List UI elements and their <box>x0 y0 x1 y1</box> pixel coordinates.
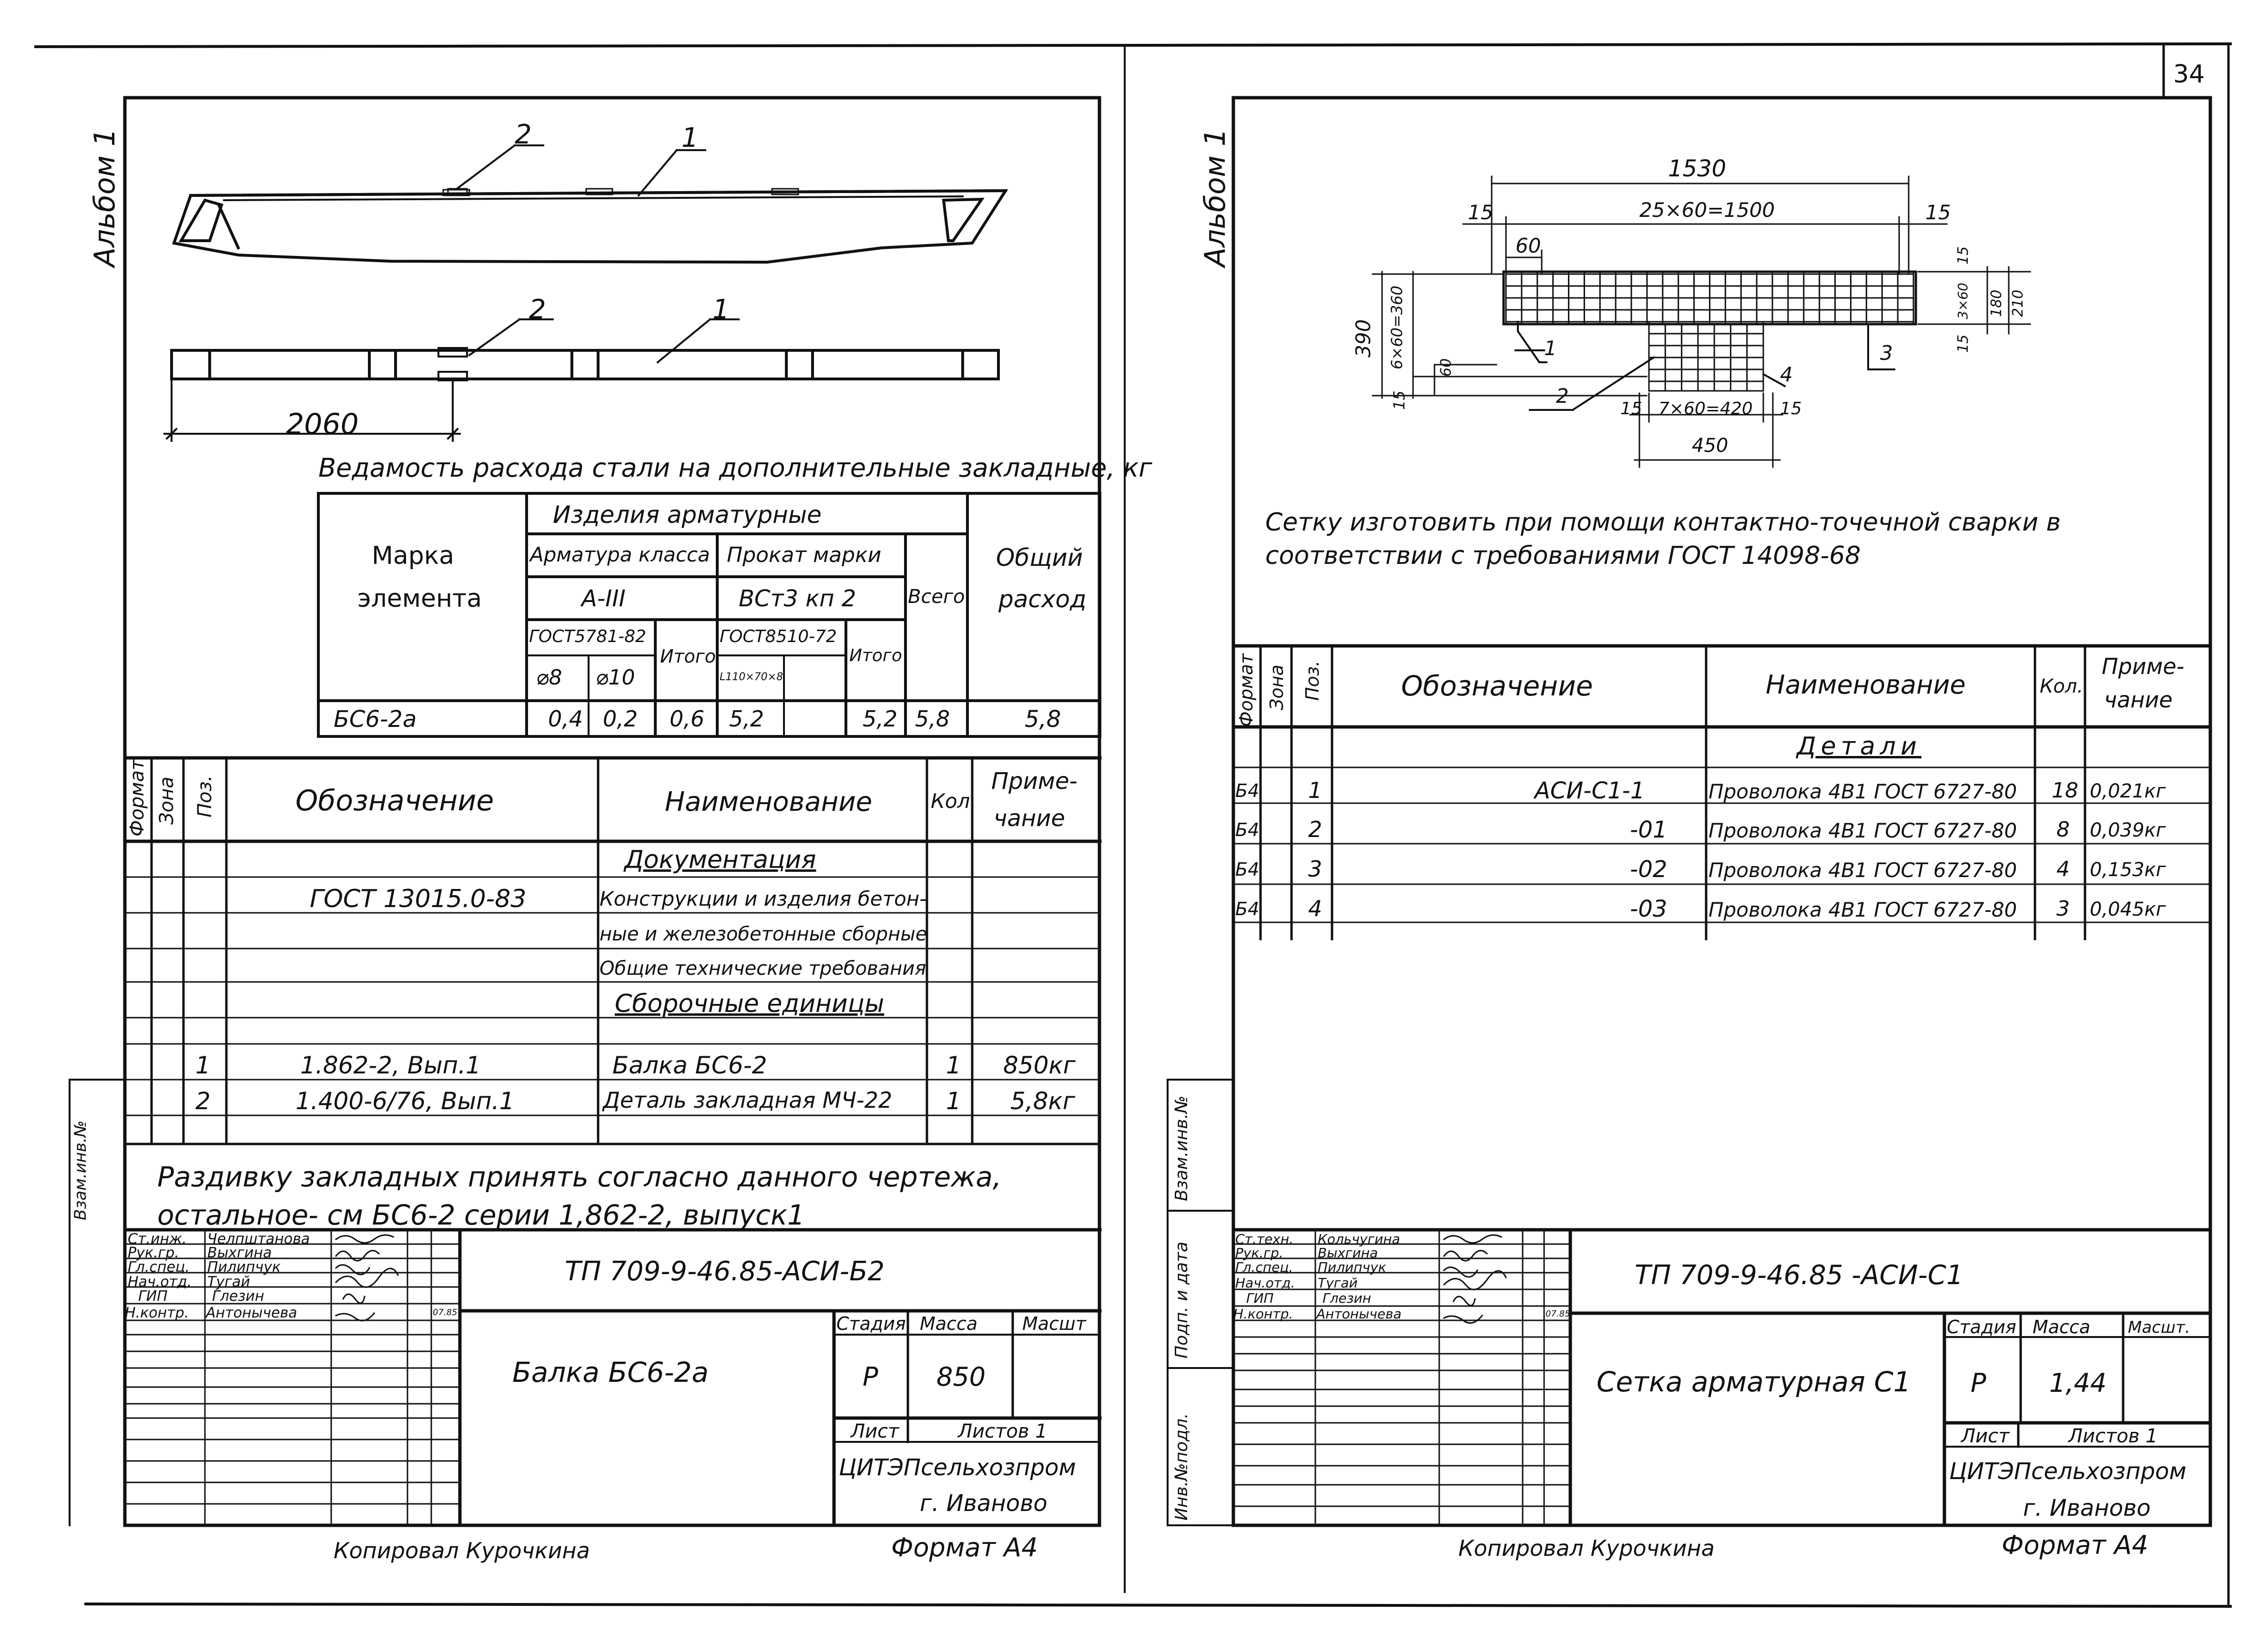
dim-vert: 6×60=360 <box>1388 286 1406 369</box>
left-h-sheet: Лист <box>851 1420 899 1442</box>
row-d8: 0,4 <box>548 706 583 732</box>
dim-v15: 15 <box>1390 390 1408 410</box>
right-row4-format: Б4 <box>1235 899 1260 919</box>
right-row3-format: Б4 <box>1235 859 1260 880</box>
left-section-docs: Документация <box>624 846 816 874</box>
left-row1-name: Балка БС6-2 <box>612 1052 767 1079</box>
mesh-leader-1: 1 <box>1544 337 1557 360</box>
left-h-designation: Обозначение <box>295 784 494 817</box>
left-row1-qty: 1 <box>946 1052 961 1079</box>
right-row3-designation: -02 <box>1630 856 1668 883</box>
dim-2060: 2060 <box>286 408 359 441</box>
h-itogo-1: Итого <box>660 646 716 667</box>
right-h-name: Наименование <box>1766 670 1966 700</box>
h-gost2: ГОСТ8510-72 <box>720 627 837 646</box>
left-leader-2-plan: 2 <box>529 294 546 325</box>
left-sig-name-4: Глезин <box>212 1288 264 1305</box>
right-row2-note: 0,039кг <box>2090 819 2166 841</box>
left-h-name: Наименование <box>665 786 873 817</box>
right-mass: 1,44 <box>2049 1368 2107 1398</box>
right-row1-format: Б4 <box>1235 780 1260 801</box>
left-sig-role-1: Рук.гр. <box>128 1245 179 1261</box>
h-gost1: ГОСТ5781-82 <box>529 627 646 646</box>
right-doc-title: Сетка арматурная С1 <box>1597 1366 1911 1398</box>
h-overall-2: расход <box>998 585 1087 613</box>
right-row4-qty: 3 <box>2056 897 2070 921</box>
left-copied: Копировал Курочкина <box>334 1538 590 1563</box>
dim-r180: 180 <box>1988 289 2005 317</box>
right-sig-name-2: Пилипчук <box>1318 1259 1386 1275</box>
right-sig-role-3: Нач.отд. <box>1235 1275 1295 1291</box>
right-h-note-1: Приме- <box>2102 654 2185 679</box>
left-row2-qty: 1 <box>946 1087 961 1115</box>
left-row1-pos: 1 <box>195 1052 211 1079</box>
h-rebar-class: Арматура класса <box>530 543 710 566</box>
weld-note-1: Сетку изготовить при помощи контактно-точечной сварки в <box>1265 508 2061 537</box>
right-copied: Копировал Курочкина <box>1458 1535 1715 1561</box>
right-sig-name-3: Тугай <box>1318 1275 1358 1291</box>
left-doc-title: Балка БС6-2а <box>512 1356 709 1389</box>
left-sig-role-5: Н.контр. <box>125 1305 189 1321</box>
dim-r3x60: 3×60 <box>1955 283 1971 319</box>
right-side-label-2: Подп. и дата <box>1172 1241 1191 1358</box>
right-row3-qty: 4 <box>2056 857 2070 881</box>
left-side-label: Взам.инв.№ <box>71 1120 90 1220</box>
right-h-sheet: Лист <box>1961 1425 2010 1447</box>
left-sig-name-1: Выхгина <box>207 1245 272 1261</box>
left-org-1: ЦИТЭПсельхозпром <box>839 1454 1076 1481</box>
left-row2-designation: 1.400-6/76, Вып.1 <box>295 1087 515 1115</box>
left-format: Формат А4 <box>891 1532 1038 1562</box>
left-h-stage: Стадия <box>836 1313 906 1334</box>
dim-end-right: 15 <box>1925 201 1951 224</box>
left-h-pos: Поз. <box>194 775 216 817</box>
right-row1-qty: 18 <box>2052 778 2078 803</box>
h-d8: ⌀8 <box>536 665 562 690</box>
h-mark-1: Марка <box>372 541 455 570</box>
right-org-2: г. Иваново <box>2023 1495 2151 1521</box>
page-top-edge <box>36 44 2230 47</box>
left-doc-name-3: Общие технические требования <box>600 958 926 980</box>
left-doc-designation: ГОСТ 13015.0-83 <box>310 885 527 913</box>
right-row3-name: Проволока 4В1 ГОСТ 6727-80 <box>1709 858 2017 882</box>
dim-height: 390 <box>1352 319 1375 357</box>
right-sig-name-5: Антонычева <box>1316 1306 1402 1322</box>
left-org-2: г. Иваново <box>920 1490 1048 1517</box>
left-stage: Р <box>863 1362 878 1392</box>
page-number: 34 <box>2173 60 2205 89</box>
right-album-label: Альбом 1 <box>1199 128 1232 267</box>
right-h-pos: Поз. <box>1302 660 1323 701</box>
right-row2-qty: 8 <box>2056 817 2070 842</box>
right-h-note-2: чание <box>2104 687 2173 713</box>
h-class-value: А-III <box>581 585 626 612</box>
mesh-leader-2: 2 <box>1556 384 1569 408</box>
left-note-1: Раздивку закладных принять согласно данного чертежа, <box>157 1161 1002 1193</box>
right-h-format: Формат <box>1236 653 1257 727</box>
left-doc-name-2: ные и железобетонные сборные <box>600 923 927 945</box>
row-overall: 5,8 <box>1025 706 1061 733</box>
dim-overall: 1530 <box>1668 155 1727 182</box>
right-sig-role-1: Рук.гр. <box>1235 1245 1283 1261</box>
left-row1-designation: 1.862-2, Вып.1 <box>300 1052 481 1079</box>
right-row4-pos: 4 <box>1308 896 1322 921</box>
dim-end-left: 15 <box>1468 201 1494 224</box>
left-h-qty: Кол. <box>931 789 976 813</box>
right-row1-pos: 1 <box>1308 777 1322 803</box>
dim-inner: 25×60=1500 <box>1639 198 1775 222</box>
right-h-scale: Масшт. <box>2128 1318 2190 1337</box>
left-h-note-2: чание <box>994 805 1065 832</box>
steel-table-grid <box>318 493 1100 736</box>
mesh-leader-3: 3 <box>1880 341 1893 365</box>
weld-note-2: соответствии с требованиями ГОСТ 14098-68 <box>1265 541 1861 570</box>
plan-view-leaders <box>469 319 739 362</box>
right-sig-name-4: Глезин <box>1322 1290 1372 1306</box>
right-row2-designation: -01 <box>1630 817 1668 843</box>
dim-r15b: 15 <box>1955 334 1972 353</box>
left-sig-role-0: Ст.инж. <box>128 1231 187 1247</box>
right-org-1: ЦИТЭПсельхозпром <box>1949 1458 2187 1485</box>
right-h-stage: Стадия <box>1947 1317 2016 1338</box>
h-mark-2: элемента <box>357 584 482 613</box>
statement-title: Ведамость расхода стали на дополнительные закладные, кг <box>318 453 1152 483</box>
left-h-sheets: Листов 1 <box>958 1420 1048 1442</box>
beam-side-view <box>174 189 1006 262</box>
dim-b15a: 15 <box>1620 399 1642 419</box>
h-overall-1: Общий <box>996 544 1083 572</box>
right-row4-name: Проволока 4В1 ГОСТ 6727-80 <box>1709 898 2017 921</box>
right-stage: Р <box>1971 1368 1986 1398</box>
left-sig-role-2: Гл.спец. <box>128 1259 190 1276</box>
h-items: Изделия арматурные <box>553 501 822 529</box>
right-sig-name-1: Выхгина <box>1318 1245 1378 1261</box>
dim-first: 60 <box>1515 234 1541 257</box>
left-leader-2-top: 2 <box>515 119 532 150</box>
right-doc-code: ТП 709-9-46.85 -АСИ-С1 <box>1635 1260 1963 1291</box>
right-row1-designation: АСИ-С1-1 <box>1535 777 1645 804</box>
mesh-drawing <box>1504 272 1916 391</box>
dim-b450: 450 <box>1692 435 1729 457</box>
left-row2-name: Деталь закладная МЧ-22 <box>603 1087 893 1113</box>
right-h-mass: Масса <box>2033 1317 2091 1338</box>
left-h-scale: Масшт <box>1022 1313 1086 1334</box>
right-row4-note: 0,045кг <box>2090 899 2166 920</box>
right-h-qty: Кол. <box>2040 675 2084 697</box>
left-doc-code: ТП 709-9-46.85-АСИ-Б2 <box>565 1256 885 1287</box>
h-rolled-value: ВСт3 кп 2 <box>739 585 856 612</box>
row-total: 5,8 <box>915 706 950 732</box>
left-sig-name-0: Челпштанова <box>207 1231 310 1247</box>
page-bottom-edge <box>86 1604 2230 1606</box>
left-mass: 850 <box>936 1362 986 1392</box>
right-row3-pos: 3 <box>1308 856 1322 882</box>
right-h-zone: Зона <box>1266 664 1287 710</box>
h-itogo-2: Итого <box>849 646 902 665</box>
right-sign-date: 07.85 <box>1546 1309 1570 1319</box>
right-side-label-3: Инв.№подл. <box>1172 1413 1191 1521</box>
mesh-leaders <box>1515 324 1894 410</box>
row-itogo2: 5,2 <box>863 706 898 732</box>
dim-r210: 210 <box>2010 289 2026 317</box>
right-row2-format: Б4 <box>1235 819 1260 840</box>
left-row2-note: 5,8кг <box>1010 1087 1075 1115</box>
h-angle: L110×70×8 <box>720 671 783 683</box>
left-section-units: Сборочные единицы <box>615 990 885 1018</box>
right-h-sheets: Листов 1 <box>2068 1425 2158 1447</box>
right-row4-designation: -03 <box>1630 896 1668 922</box>
left-sig-role-3: Нач.отд. <box>128 1274 192 1290</box>
row-mark: БС6-2а <box>334 706 417 733</box>
left-sig-name-5: Антонычева <box>206 1305 297 1321</box>
side-view-leaders <box>458 145 705 195</box>
right-section-details: Детали <box>1797 732 1922 761</box>
right-sig-role-2: Гл.спец. <box>1235 1259 1293 1275</box>
mesh-leader-4: 4 <box>1780 363 1793 386</box>
right-format: Формат А4 <box>2002 1530 2148 1560</box>
h-rolled: Прокат марки <box>727 543 882 567</box>
left-h-mass: Масса <box>920 1313 978 1334</box>
left-h-zone: Зона <box>156 776 178 825</box>
right-h-designation: Обозначение <box>1401 670 1593 702</box>
right-sig-name-0: Кольчугина <box>1318 1231 1400 1247</box>
left-h-note-1: Приме- <box>991 768 1078 795</box>
left-note-2: остальное- см БС6-2 серии 1,862-2, выпуск1 <box>157 1199 805 1231</box>
left-row2-pos: 2 <box>195 1087 211 1115</box>
right-sig-role-4: ГИП <box>1246 1290 1274 1306</box>
right-row1-name: Проволока 4В1 ГОСТ 6727-80 <box>1709 780 2017 803</box>
left-row1-note: 850кг <box>1003 1052 1076 1079</box>
left-album-label: Альбом 1 <box>88 128 122 267</box>
dim-r15a: 15 <box>1955 246 1972 265</box>
right-side-label-1: Взам.инв.№ <box>1172 1095 1191 1201</box>
left-sig-name-2: Пилипчук <box>207 1259 281 1276</box>
dim-v60: 60 <box>1438 358 1454 377</box>
h-d10: ⌀10 <box>596 665 635 690</box>
dim-b7x60: 7×60=420 <box>1658 399 1753 419</box>
left-spec-grid <box>125 758 1100 1144</box>
left-sig-role-4: ГИП <box>138 1288 168 1305</box>
right-sig-role-0: Ст.техн. <box>1235 1231 1294 1247</box>
right-row3-note: 0,153кг <box>2090 859 2166 881</box>
left-h-format: Формат <box>126 759 148 837</box>
left-leader-1-plan: 1 <box>712 294 730 325</box>
row-itogo1: 0,6 <box>670 706 705 732</box>
dim-b15b: 15 <box>1780 399 1802 419</box>
row-d10: 0,2 <box>603 706 638 732</box>
right-row2-pos: 2 <box>1308 817 1322 842</box>
row-angle: 5,2 <box>729 706 764 732</box>
h-total: Всего <box>908 586 965 608</box>
right-sig-role-5: Н.контр. <box>1233 1306 1293 1322</box>
left-doc-name-1: Конструкции и изделия бетон- <box>600 887 927 910</box>
left-leader-1-top: 1 <box>681 123 699 153</box>
right-row1-note: 0,021кг <box>2090 780 2166 802</box>
right-row2-name: Проволока 4В1 ГОСТ 6727-80 <box>1709 819 2017 842</box>
left-sign-date: 07.85 <box>433 1307 458 1317</box>
left-sig-name-3: Тугай <box>207 1274 250 1290</box>
beam-plan-view <box>172 348 998 380</box>
